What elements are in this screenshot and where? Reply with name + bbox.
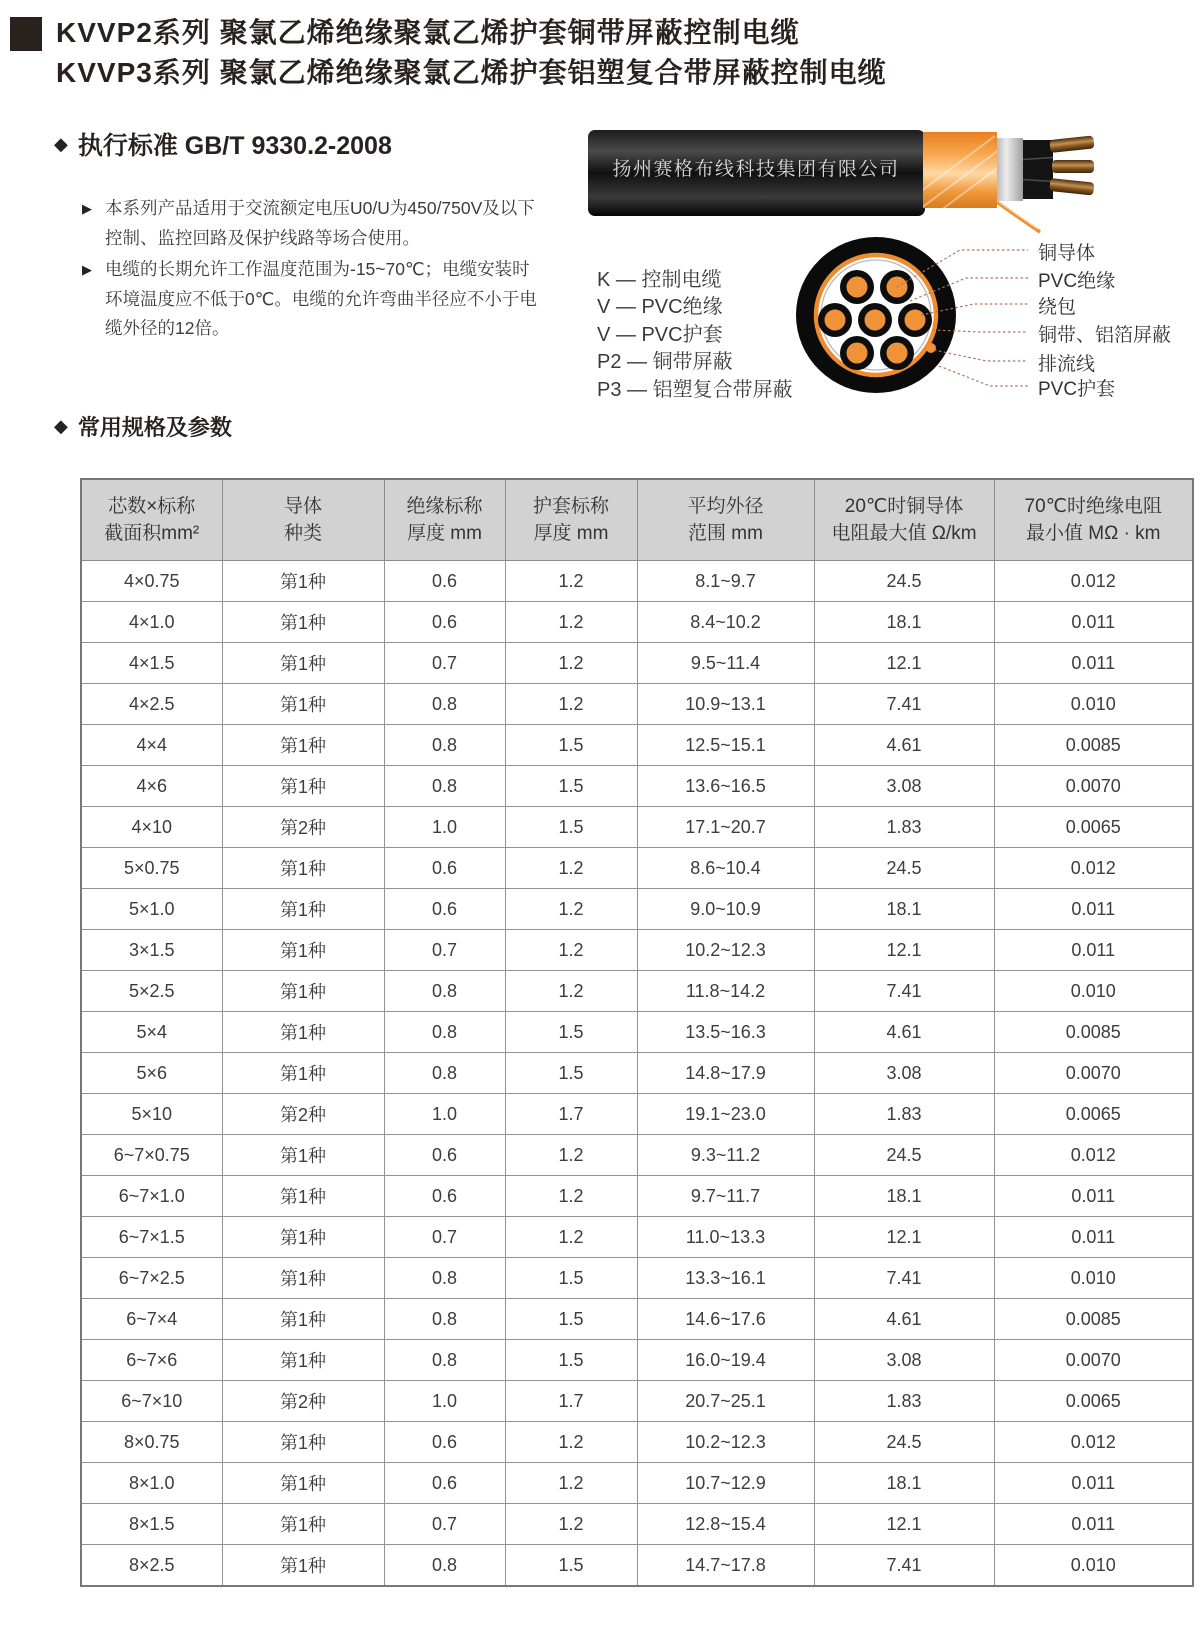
column-header-line2: 范围 mm [688, 523, 763, 544]
table-cell: 9.5~11.4 [637, 643, 814, 684]
column-header-line2: 最小值 MΩ · km [1025, 523, 1161, 544]
table-cell: 24.5 [814, 561, 994, 602]
table-cell: 14.8~17.9 [637, 1053, 814, 1094]
table-cell: 第1种 [222, 1135, 384, 1176]
cross-section-label: 绕包 [1038, 297, 1077, 318]
table-cell: 0.012 [994, 561, 1193, 602]
table-row [81, 725, 1193, 766]
table-cell: 0.0070 [994, 766, 1193, 807]
table-cell: 4×6 [81, 766, 222, 807]
table-cell: 第1种 [222, 1258, 384, 1299]
table-cell: 1.2 [505, 561, 637, 602]
table-cell: 0.8 [384, 1340, 505, 1381]
triangle-bullet-icon: ▶ [82, 262, 92, 277]
cable-code-item: P3 — 铝塑复合带屏蔽 [597, 378, 793, 401]
table-cell: 0.011 [994, 1217, 1193, 1258]
table-cell: 第1种 [222, 971, 384, 1012]
table-cell: 8.6~10.4 [637, 848, 814, 889]
table-cell: 第1种 [222, 602, 384, 643]
table-cell: 0.6 [384, 1176, 505, 1217]
table-cell: 4.61 [814, 1299, 994, 1340]
table-cell: 1.2 [505, 889, 637, 930]
table-cell: 0.8 [384, 1545, 505, 1587]
table-cell: 第1种 [222, 1299, 384, 1340]
table-row [81, 848, 1193, 889]
table-cell: 0.0065 [994, 807, 1193, 848]
table-row [81, 643, 1193, 684]
table-cell: 1.5 [505, 766, 637, 807]
title-square-marker [10, 17, 42, 51]
table-cell: 8×1.0 [81, 1463, 222, 1504]
table-cell: 13.5~16.3 [637, 1012, 814, 1053]
table-cell: 3×1.5 [81, 930, 222, 971]
table-cell: 1.2 [505, 848, 637, 889]
diamond-icon: ◆ [54, 416, 68, 436]
table-cell: 18.1 [814, 1463, 994, 1504]
table-cell: 4×1.5 [81, 643, 222, 684]
table-cell: 5×0.75 [81, 848, 222, 889]
column-header-line1: 导体 [283, 496, 322, 517]
table-cell: 12.1 [814, 643, 994, 684]
table-cell: 0.0065 [994, 1094, 1193, 1135]
table-cell: 第1种 [222, 848, 384, 889]
table-cell: 1.83 [814, 1094, 994, 1135]
table-cell: 0.8 [384, 684, 505, 725]
table-cell: 1.2 [505, 1176, 637, 1217]
table-cell: 11.0~13.3 [637, 1217, 814, 1258]
column-header [384, 479, 505, 561]
cross-section-drain-wire-dot [926, 343, 936, 353]
table-cell: 5×6 [81, 1053, 222, 1094]
table-cell: 0.8 [384, 1053, 505, 1094]
table-cell: 1.2 [505, 1217, 637, 1258]
table-cell: 第1种 [222, 766, 384, 807]
table-cell: 5×4 [81, 1012, 222, 1053]
table-cell: 0.8 [384, 971, 505, 1012]
table-cell: 1.5 [505, 725, 637, 766]
table-cell: 4×2.5 [81, 684, 222, 725]
table-cell: 7.41 [814, 1258, 994, 1299]
column-header-line2: 种类 [283, 523, 322, 544]
cable-code-item: V — PVC绝缘 [597, 296, 723, 319]
cable-wrap-tape-layer [997, 138, 1023, 201]
table-cell: 0.7 [384, 1217, 505, 1258]
table-cell: 第1种 [222, 561, 384, 602]
table-cell: 5×1.0 [81, 889, 222, 930]
table-cell: 16.0~19.4 [637, 1340, 814, 1381]
table-row [81, 1135, 1193, 1176]
column-header [994, 479, 1193, 561]
column-header-line1: 20℃时铜导体 [844, 496, 964, 517]
column-header-line2: 截面积mm² [104, 523, 200, 544]
table-cell: 13.6~16.5 [637, 766, 814, 807]
table-cell: 9.3~11.2 [637, 1135, 814, 1176]
column-header [81, 479, 222, 561]
column-header-line1: 70℃时绝缘电阻 [1024, 496, 1162, 517]
table-cell: 0.011 [994, 1504, 1193, 1545]
table-cell: 0.011 [994, 1176, 1193, 1217]
table-cell: 10.9~13.1 [637, 684, 814, 725]
table-cell: 1.0 [384, 807, 505, 848]
table-header-row [81, 479, 1193, 561]
note-text [105, 255, 537, 344]
table-cell: 第2种 [222, 1381, 384, 1422]
table-cell: 12.8~15.4 [637, 1504, 814, 1545]
table-cell: 8×2.5 [81, 1545, 222, 1587]
cross-section-label: 铜带、铝箔屏蔽 [1038, 325, 1172, 346]
column-header-line2: 电阻最大值 Ω/km [831, 523, 977, 544]
table-cell: 第1种 [222, 1053, 384, 1094]
table-row [81, 1422, 1193, 1463]
table-cell: 0.011 [994, 643, 1193, 684]
table-row [81, 766, 1193, 807]
table-cell: 0.011 [994, 889, 1193, 930]
table-cell: 0.6 [384, 602, 505, 643]
table-cell: 1.83 [814, 807, 994, 848]
table-cell: 1.7 [505, 1381, 637, 1422]
table-cell: 0.010 [994, 684, 1193, 725]
table-cell: 第1种 [222, 1340, 384, 1381]
copper-conductor [1049, 178, 1094, 196]
table-cell: 8.4~10.2 [637, 602, 814, 643]
table-cell: 0.6 [384, 1422, 505, 1463]
cable-code-item: V — PVC护套 [597, 323, 723, 346]
table-cell: 6~7×10 [81, 1381, 222, 1422]
cable-code-item: K — 控制电缆 [597, 269, 722, 291]
table-row [81, 1094, 1193, 1135]
table-cell: 1.5 [505, 807, 637, 848]
table-row [81, 1504, 1193, 1545]
table-row [81, 889, 1193, 930]
table-cell: 0.0085 [994, 1299, 1193, 1340]
table-cell: 3.08 [814, 1053, 994, 1094]
table-cell: 7.41 [814, 971, 994, 1012]
table-cell: 1.5 [505, 1299, 637, 1340]
column-header-line1: 护套标称 [532, 496, 609, 517]
table-cell: 11.8~14.2 [637, 971, 814, 1012]
table-cell: 0.011 [994, 602, 1193, 643]
table-row [81, 1217, 1193, 1258]
table-row [81, 1053, 1193, 1094]
table-cell: 6~7×0.75 [81, 1135, 222, 1176]
table-cell: 1.5 [505, 1545, 637, 1587]
note-line: 环境温度应不低于0℃。电缆的允许弯曲半径应不小于电 [105, 288, 537, 309]
table-row [81, 971, 1193, 1012]
title-block [10, 13, 887, 93]
table-cell: 14.7~17.8 [637, 1545, 814, 1587]
table-cell: 12.1 [814, 930, 994, 971]
page-title-line1: KVVP2系列 聚氯乙烯绝缘聚氯乙烯护套铜带屏蔽控制电缆 [56, 17, 800, 48]
table-cell: 0.8 [384, 766, 505, 807]
table-cell: 6~7×1.0 [81, 1176, 222, 1217]
table-row [81, 561, 1193, 602]
table-cell: 0.6 [384, 1463, 505, 1504]
table-cell: 0.011 [994, 930, 1193, 971]
table-cell: 4×1.0 [81, 602, 222, 643]
column-header [637, 479, 814, 561]
table-cell: 0.8 [384, 1299, 505, 1340]
table-cell: 0.8 [384, 1012, 505, 1053]
table-cell: 0.8 [384, 1258, 505, 1299]
copper-conductor [1052, 160, 1094, 173]
table-cell: 8×0.75 [81, 1422, 222, 1463]
table-cell: 0.0085 [994, 1012, 1193, 1053]
table-cell: 6~7×4 [81, 1299, 222, 1340]
table-cell: 7.41 [814, 1545, 994, 1587]
table-cell: 第1种 [222, 1504, 384, 1545]
table-cell: 1.5 [505, 1053, 637, 1094]
column-header-line1: 绝缘标称 [406, 496, 483, 517]
table-cell: 12.1 [814, 1217, 994, 1258]
standard-heading-text: 执行标准 GB/T 9330.2-2008 [77, 132, 392, 160]
table-cell: 3.08 [814, 1340, 994, 1381]
table-cell: 1.2 [505, 684, 637, 725]
table-cell: 第1种 [222, 1176, 384, 1217]
table-cell: 17.1~20.7 [637, 807, 814, 848]
table-cell: 12.1 [814, 1504, 994, 1545]
cable-illustration [560, 110, 1200, 412]
column-header [222, 479, 384, 561]
table-cell: 第1种 [222, 889, 384, 930]
table-cell: 1.2 [505, 643, 637, 684]
table-cell: 9.7~11.7 [637, 1176, 814, 1217]
table-cell: 13.3~16.1 [637, 1258, 814, 1299]
table-cell: 4×4 [81, 725, 222, 766]
table-row [81, 1463, 1193, 1504]
table-cell: 1.83 [814, 1381, 994, 1422]
table-cell: 24.5 [814, 1135, 994, 1176]
table-cell: 6~7×6 [81, 1340, 222, 1381]
table-row [81, 684, 1193, 725]
table-cell: 3.08 [814, 766, 994, 807]
note-text [105, 194, 535, 253]
column-header-line1: 平均外径 [687, 496, 764, 517]
table-cell: 1.5 [505, 1340, 637, 1381]
table-cell: 8×1.5 [81, 1504, 222, 1545]
table-row [81, 1176, 1193, 1217]
table-cell: 1.7 [505, 1094, 637, 1135]
table-cell: 1.2 [505, 1463, 637, 1504]
column-header [505, 479, 637, 561]
table-cell: 0.6 [384, 561, 505, 602]
note-item [82, 194, 612, 253]
specs-section-heading [54, 411, 232, 442]
table-cell: 18.1 [814, 1176, 994, 1217]
cross-section-label: 排流线 [1038, 354, 1096, 375]
drain-wire-highlight [997, 201, 1038, 229]
table-cell: 10.7~12.9 [637, 1463, 814, 1504]
table-cell: 1.2 [505, 1422, 637, 1463]
table-cell: 1.2 [505, 602, 637, 643]
table-cell: 第1种 [222, 1463, 384, 1504]
note-line: 电缆的长期允许工作温度范围为-15~70℃；电缆安装时 [105, 259, 530, 279]
brand-text: 扬州赛格布线科技集团有限公司 [612, 159, 900, 180]
table-row [81, 602, 1193, 643]
table-cell: 18.1 [814, 602, 994, 643]
table-cell: 7.41 [814, 684, 994, 725]
table-cell: 1.5 [505, 1258, 637, 1299]
cable-cross-section [796, 237, 956, 393]
table-cell: 0.010 [994, 1545, 1193, 1587]
table-cell: 0.011 [994, 1463, 1193, 1504]
table-cell: 0.010 [994, 971, 1193, 1012]
table-cell: 0.7 [384, 643, 505, 684]
table-row [81, 1299, 1193, 1340]
table-cell: 第1种 [222, 1545, 384, 1587]
table-cell: 第1种 [222, 684, 384, 725]
table-cell: 4×10 [81, 807, 222, 848]
table-cell: 第2种 [222, 807, 384, 848]
note-line: 缆外径的12倍。 [105, 318, 230, 338]
table-cell: 4×0.75 [81, 561, 222, 602]
table-cell: 5×10 [81, 1094, 222, 1135]
diamond-icon: ◆ [54, 133, 68, 154]
table-row [81, 1258, 1193, 1299]
table-row [81, 1545, 1193, 1587]
table-cell: 0.6 [384, 1135, 505, 1176]
table-cell: 0.7 [384, 1504, 505, 1545]
table-cell: 19.1~23.0 [637, 1094, 814, 1135]
table-cell: 10.2~12.3 [637, 1422, 814, 1463]
cross-section-label: PVC绝缘 [1038, 271, 1116, 292]
table-cell: 0.0065 [994, 1381, 1193, 1422]
table-row [81, 807, 1193, 848]
table-cell: 6~7×1.5 [81, 1217, 222, 1258]
notes-list [82, 194, 612, 346]
table-cell: 0.7 [384, 930, 505, 971]
table-cell: 第1种 [222, 1217, 384, 1258]
table-cell: 6~7×2.5 [81, 1258, 222, 1299]
table-cell: 1.0 [384, 1381, 505, 1422]
table-cell: 1.2 [505, 930, 637, 971]
table-cell: 0.010 [994, 1258, 1193, 1299]
table-cell: 0.0070 [994, 1053, 1193, 1094]
table-cell: 第1种 [222, 1422, 384, 1463]
table-row [81, 930, 1193, 971]
table-cell: 1.2 [505, 1135, 637, 1176]
specs-table [80, 478, 1194, 1587]
table-row [81, 1381, 1193, 1422]
table-cell: 24.5 [814, 1422, 994, 1463]
table-body [81, 561, 1193, 1587]
table-cell: 9.0~10.9 [637, 889, 814, 930]
table-cell: 1.2 [505, 1504, 637, 1545]
table-cell: 24.5 [814, 848, 994, 889]
table-cell: 0.6 [384, 848, 505, 889]
column-header-line1: 芯数×标称 [108, 496, 196, 517]
table-cell: 0.6 [384, 889, 505, 930]
table-head [81, 479, 1193, 561]
page-title [56, 13, 887, 93]
note-line: 本系列产品适用于交流额定电压U0/U为450/750V及以下 [105, 198, 535, 218]
column-header-line2: 厚度 mm [407, 523, 482, 544]
table-row [81, 1012, 1193, 1053]
table-cell: 4.61 [814, 725, 994, 766]
table-cell: 第1种 [222, 725, 384, 766]
table-cell: 0.012 [994, 848, 1193, 889]
cable-core-bundle [1023, 140, 1053, 199]
triangle-bullet-icon: ▶ [82, 201, 92, 216]
cable-code-legend [597, 267, 793, 404]
table-cell: 0.0070 [994, 1340, 1193, 1381]
cross-section-label: 铜导体 [1038, 243, 1096, 264]
table-cell: 1.5 [505, 1012, 637, 1053]
column-header-line2: 厚度 mm [533, 523, 609, 544]
table-cell: 第1种 [222, 930, 384, 971]
table-cell: 0.012 [994, 1422, 1193, 1463]
table-cell: 18.1 [814, 889, 994, 930]
copper-conductor [1049, 135, 1094, 153]
table-cell: 20.7~25.1 [637, 1381, 814, 1422]
table-cell: 12.5~15.1 [637, 725, 814, 766]
table-cell: 0.012 [994, 1135, 1193, 1176]
standard-section-heading [54, 126, 392, 162]
table-row [81, 1340, 1193, 1381]
table-cell: 10.2~12.3 [637, 930, 814, 971]
table-cell: 0.0085 [994, 725, 1193, 766]
table-cell: 4.61 [814, 1012, 994, 1053]
table-cell: 第1种 [222, 643, 384, 684]
drain-wire [997, 202, 1040, 232]
table-cell: 1.2 [505, 971, 637, 1012]
table-cell: 第2种 [222, 1094, 384, 1135]
table-cell: 0.8 [384, 725, 505, 766]
cross-section-label: PVC护套 [1038, 379, 1116, 400]
table-cell: 第1种 [222, 1012, 384, 1053]
note-line: 控制、监控回路及保护线路等场合使用。 [105, 227, 420, 248]
column-header [814, 479, 994, 561]
specs-heading-text: 常用规格及参数 [77, 415, 232, 440]
table-cell: 1.0 [384, 1094, 505, 1135]
table-cell: 14.6~17.6 [637, 1299, 814, 1340]
table-cell: 5×2.5 [81, 971, 222, 1012]
page-title-line2: KVVP3系列 聚氯乙烯绝缘聚氯乙烯护套铝塑复合带屏蔽控制电缆 [56, 57, 887, 88]
note-item [82, 255, 612, 344]
table-cell: 8.1~9.7 [637, 561, 814, 602]
cable-photo [588, 130, 1094, 232]
cable-code-item: P2 — 铜带屏蔽 [597, 351, 733, 374]
